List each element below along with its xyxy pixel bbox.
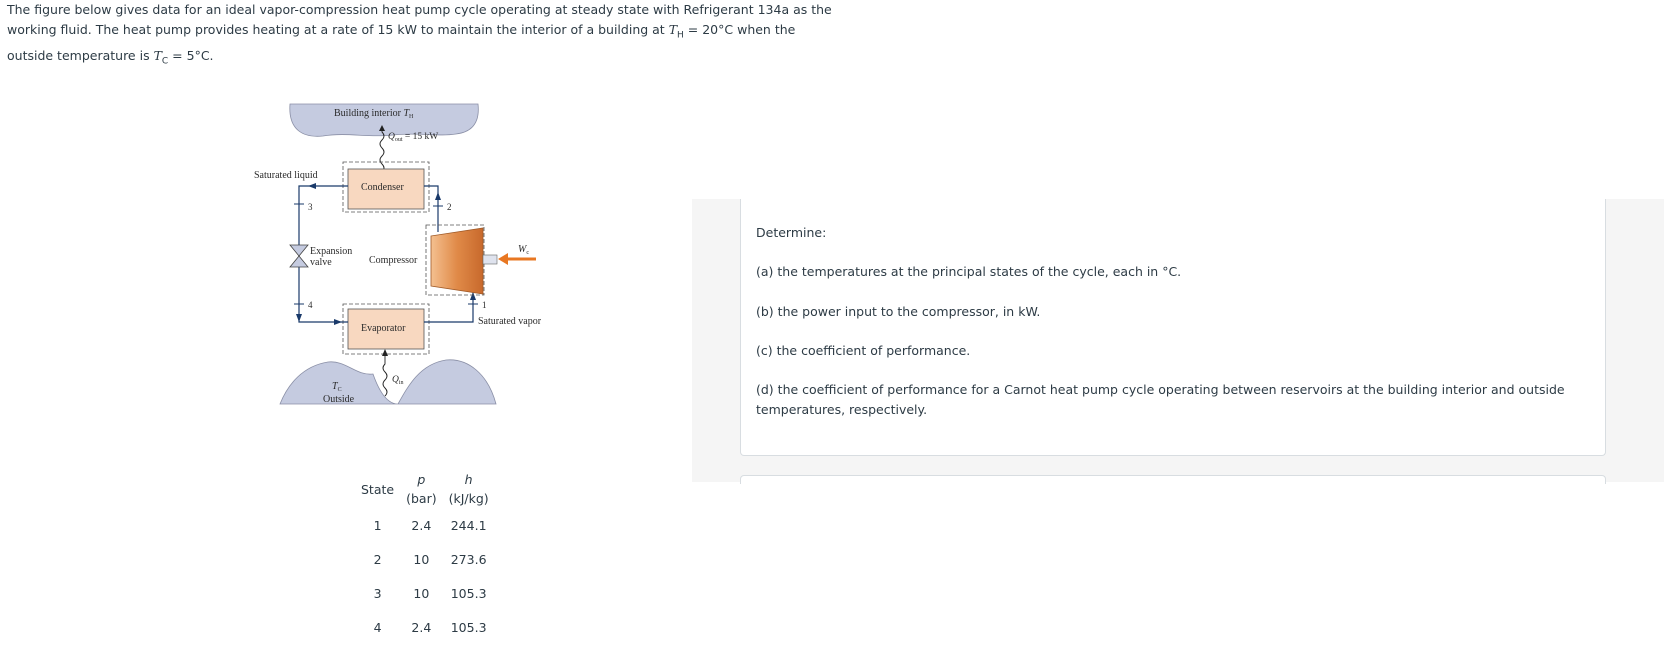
compressor-body	[431, 228, 483, 294]
problem-statement	[7, 0, 837, 71]
compressor-label: Compressor	[369, 255, 418, 266]
state-cell: 2	[373, 551, 382, 567]
question-a: (a) the temperatures at the principal states of the cycle, each in °C.	[756, 264, 1182, 279]
intro-text-1: The figure below gives data for an ideal vapor-compression heat pump cycle operating at steady state with Refrigerant 134a as the working fluid. The heat pump provides heating at a rate of 15 kW to maintain the interior of a building at	[7, 2, 832, 37]
intro-text-3: = 5°C.	[168, 47, 214, 63]
table-row	[355, 542, 495, 576]
state-cell: 3	[373, 585, 382, 601]
state-header: State	[361, 481, 395, 497]
outside-temp-label: $T_C$	[332, 381, 342, 393]
outside-reservoir	[280, 360, 496, 404]
qout-label: $Q_{out} = 15$ kW	[388, 132, 439, 143]
building-label: Building interior $T_H$	[334, 108, 414, 120]
enthalpy-cell: 105.3	[450, 619, 487, 635]
pressure-cell: 10	[413, 585, 430, 601]
next-card-edge	[740, 475, 1606, 484]
table-row	[355, 508, 495, 542]
question-d: (d) the coefficient of performance for a Carnot heat pump cycle operating between reservoirs at the building interior and outside temperatures, respectively.	[756, 382, 1565, 417]
pressure-cell: 10	[413, 551, 430, 567]
enthalpy-header	[443, 470, 495, 508]
h-unit: (kJ/kg)	[448, 491, 489, 506]
question-b: (b) the power input to the compressor, in kW.	[756, 304, 1041, 319]
pressure-cell: 2.4	[411, 619, 432, 635]
enthalpy-cell: 244.1	[450, 517, 487, 533]
pressure-header	[400, 470, 443, 508]
state-data-table	[355, 470, 495, 644]
p-symbol: p	[417, 472, 426, 487]
condenser-label: Condenser	[361, 182, 404, 193]
evaporator-label: Evaporator	[361, 323, 406, 334]
state-4-label: 4	[308, 300, 313, 310]
state-1-label: 1	[482, 300, 487, 310]
determine-text: Determine:	[756, 225, 827, 240]
qin-label: $Q_{in}$	[392, 375, 404, 386]
question-card	[740, 199, 1606, 456]
expansion-valve-label: Expansion valve	[310, 246, 353, 268]
wc-label: $W_c$	[518, 244, 530, 256]
table-row	[355, 576, 495, 610]
saturated-liquid-label: Saturated liquid	[254, 170, 318, 181]
state-cell: 1	[373, 517, 382, 533]
state-2-label: 2	[447, 202, 452, 212]
tc-variable: T	[153, 47, 162, 63]
enthalpy-cell: 105.3	[450, 585, 487, 601]
qin-wavy-arrow	[383, 354, 387, 396]
heat-pump-diagram	[254, 104, 588, 434]
table-row	[355, 610, 495, 644]
p-unit: (bar)	[406, 491, 437, 506]
pressure-cell: 2.4	[411, 517, 432, 533]
tc-subscript: C	[161, 56, 169, 66]
outside-label: Outside	[323, 394, 355, 405]
th-variable: T	[668, 22, 678, 37]
state-3-label: 3	[308, 202, 313, 212]
saturated-vapor-label: Saturated vapor	[478, 316, 542, 327]
state-cell: 4	[373, 619, 382, 635]
th-subscript: H	[677, 30, 684, 41]
expansion-valve-icon	[290, 245, 308, 267]
h-symbol: h	[464, 472, 473, 487]
intro-text-2: = 20°C when the outside temperature is	[7, 22, 796, 63]
enthalpy-cell: 273.6	[450, 551, 487, 567]
question-c: (c) the coefficient of performance.	[756, 343, 971, 358]
